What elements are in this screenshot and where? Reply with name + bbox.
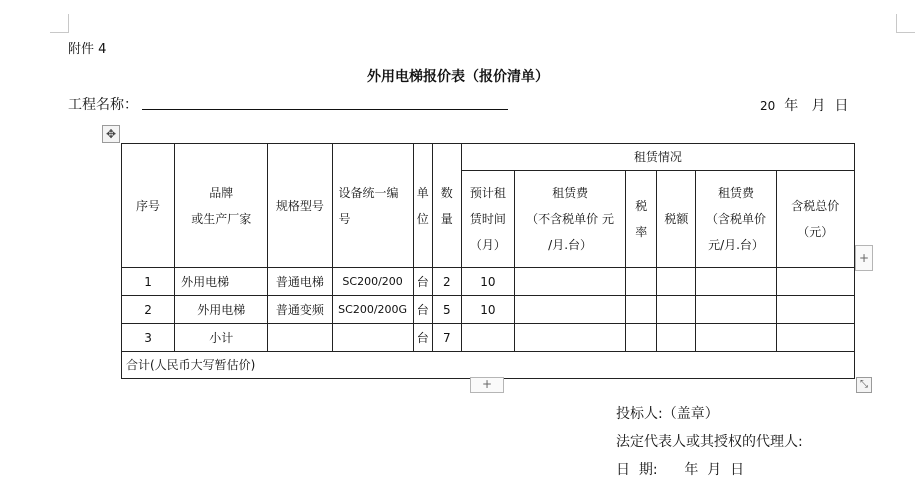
header-equipment-code: 设备统一编 号 <box>332 144 413 268</box>
table-resize-icon[interactable]: ⤡ <box>856 377 872 393</box>
cell-unit[interactable]: 台 <box>413 296 432 324</box>
cell-tax-rate[interactable] <box>626 268 657 296</box>
header-seq: 序号 <box>122 144 175 268</box>
cell-lease-time[interactable]: 10 <box>461 268 514 296</box>
add-row-plus-icon[interactable]: + <box>470 377 504 393</box>
cell-model[interactable]: 普通变频 <box>268 296 332 324</box>
cell-rent-incl-tax[interactable] <box>696 268 776 296</box>
table-row <box>122 268 855 296</box>
signature-date-month: 月 <box>707 462 722 478</box>
page-corner-mark-right <box>896 14 915 33</box>
cell-total-incl-tax[interactable] <box>776 324 854 352</box>
cell-model[interactable] <box>268 324 332 352</box>
cell-seq[interactable]: 1 <box>122 268 175 296</box>
cell-rent-excl-tax[interactable] <box>514 268 625 296</box>
header-rent-incl-tax: 租赁费 （含税单价 元/月.台） <box>696 171 776 268</box>
cell-rent-excl-tax[interactable] <box>514 296 625 324</box>
header-model: 规格型号 <box>268 144 332 268</box>
header-lease-group: 租赁情况 <box>461 144 854 171</box>
cell-quantity[interactable]: 2 <box>432 268 461 296</box>
cell-unit[interactable]: 台 <box>413 268 432 296</box>
representative-line: 法定代表人或其授权的代理人: <box>616 434 803 450</box>
cell-seq[interactable]: 2 <box>122 296 175 324</box>
signature-date <box>616 459 744 479</box>
quotation-table <box>121 143 855 379</box>
table-row-total <box>122 352 855 379</box>
header-unit: 单 位 <box>413 144 432 268</box>
header-date-day: 日 <box>834 98 849 114</box>
header-tax-amount: 税额 <box>657 171 696 268</box>
signature-date-year: 年 <box>684 462 699 478</box>
project-name-label: 工程名称： <box>68 97 138 113</box>
header-tax-rate: 税 率 <box>626 171 657 268</box>
cell-tax-amount[interactable] <box>657 296 696 324</box>
attachment-label: 附件 4 <box>68 42 107 57</box>
project-name-field[interactable] <box>142 108 508 110</box>
cell-brand[interactable]: 外用电梯 <box>175 268 268 296</box>
cell-tax-amount[interactable] <box>657 268 696 296</box>
table-header-group-row <box>122 144 855 171</box>
table-row <box>122 296 855 324</box>
cell-seq[interactable]: 3 <box>122 324 175 352</box>
signature-date-label: 日 期: <box>616 462 658 478</box>
cell-lease-time[interactable] <box>461 324 514 352</box>
header-lease-time: 预计租 赁时间 （月） <box>461 171 514 268</box>
cell-brand[interactable]: 外用电梯 <box>175 296 268 324</box>
header-rent-excl-tax: 租赁费 （不含税单价 元 /月.台） <box>514 171 625 268</box>
bidder-seal-line: 投标人:（盖章） <box>616 406 719 422</box>
cell-tax-rate[interactable] <box>626 324 657 352</box>
signature-date-day: 日 <box>730 462 745 478</box>
cell-code[interactable]: SC200/200G <box>332 296 413 324</box>
cell-brand[interactable]: 小计 <box>175 324 268 352</box>
table-move-icon[interactable]: ✥ <box>102 125 120 143</box>
header-brand: 品牌 或生产厂家 <box>175 144 268 268</box>
cell-rent-incl-tax[interactable] <box>696 296 776 324</box>
header-date <box>760 95 848 115</box>
cell-total-incl-tax[interactable] <box>776 296 854 324</box>
table-row-subtotal <box>122 324 855 352</box>
cell-total-incl-tax[interactable] <box>776 268 854 296</box>
cell-model[interactable]: 普通电梯 <box>268 268 332 296</box>
cell-code[interactable]: SC200/200 <box>332 268 413 296</box>
cell-tax-amount[interactable] <box>657 324 696 352</box>
header-date-year: 年 <box>784 98 799 114</box>
header-date-year-prefix: 20 <box>760 99 776 113</box>
add-column-plus-icon[interactable]: + <box>855 245 873 271</box>
cell-rent-excl-tax[interactable] <box>514 324 625 352</box>
cell-code[interactable] <box>332 324 413 352</box>
page-corner-mark-left <box>50 14 69 33</box>
cell-tax-rate[interactable] <box>626 296 657 324</box>
cell-rent-incl-tax[interactable] <box>696 324 776 352</box>
cell-quantity[interactable]: 7 <box>432 324 461 352</box>
cell-total-label[interactable]: 合计(人民币大写暂估价) <box>122 352 855 379</box>
document-title: 外用电梯报价表（报价清单） <box>367 69 549 85</box>
header-total-incl-tax: 含税总价 （元） <box>776 171 854 268</box>
cell-lease-time[interactable]: 10 <box>461 296 514 324</box>
cell-quantity[interactable]: 5 <box>432 296 461 324</box>
header-date-month: 月 <box>811 98 826 114</box>
header-quantity: 数 量 <box>432 144 461 268</box>
cell-unit[interactable]: 台 <box>413 324 432 352</box>
